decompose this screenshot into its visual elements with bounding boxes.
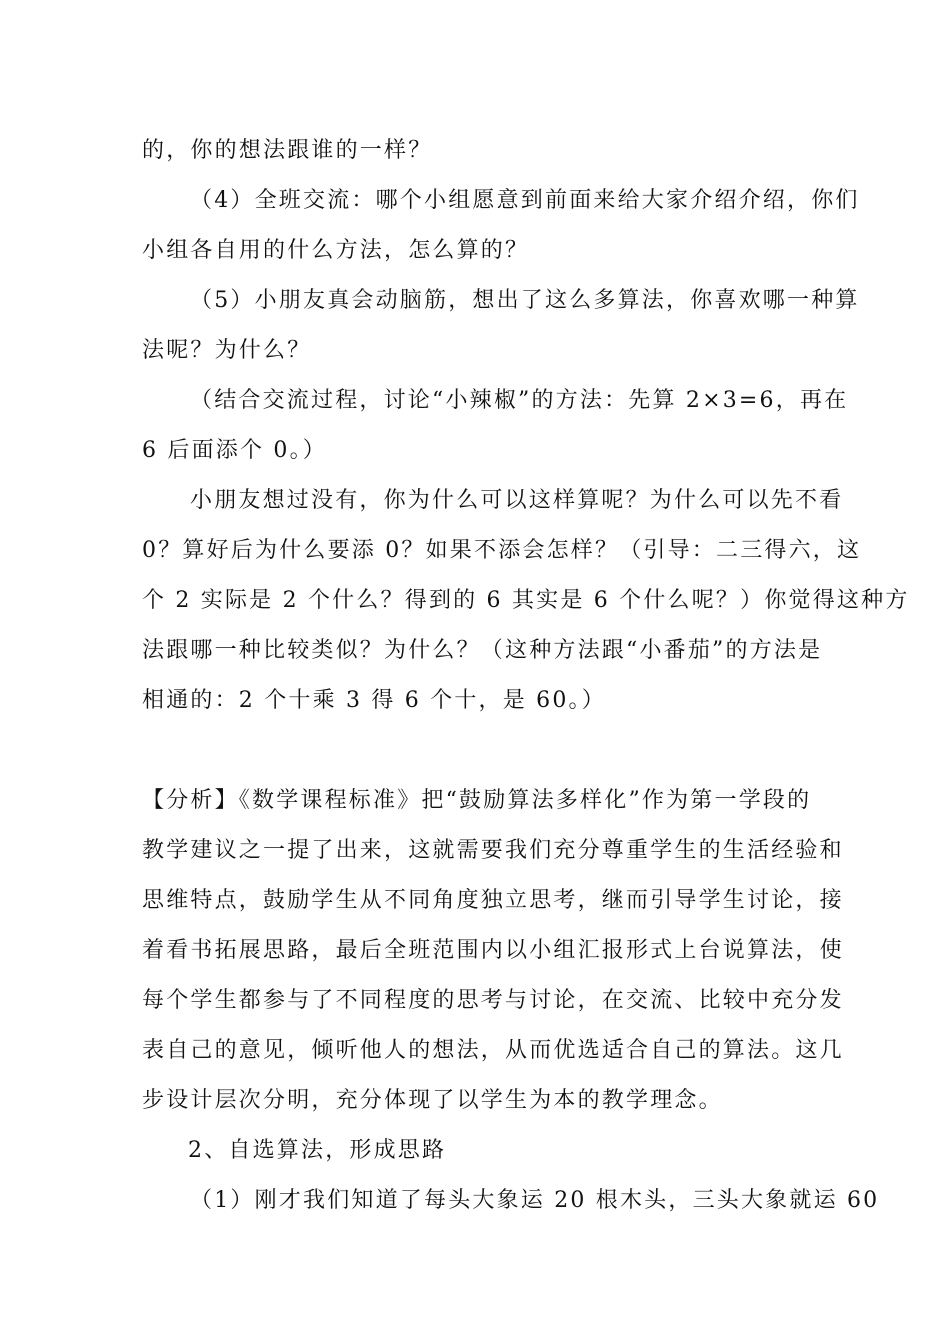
text-line: 表自己的意见，倾听他人的想法，从而优选适合自己的算法。这几 bbox=[142, 1038, 844, 1063]
analysis-heading-line: 【分析】《数学课程标准》把“鼓励算法多样化”作为第一学段的 bbox=[142, 788, 812, 813]
text-line: 着看书拓展思路，最后全班范围内以小组汇报形式上台说算法，使 bbox=[142, 938, 844, 963]
section-heading: 2、自选算法，形成思路 bbox=[188, 1138, 447, 1163]
text-line: 0？算好后为什么要添 0？如果不添会怎样？（引导：二三得六，这 bbox=[142, 538, 862, 563]
text-line: 相通的：2 个十乘 3 得 6 个十，是 60。） bbox=[142, 688, 606, 713]
text-line: 小朋友想过没有，你为什么可以这样算呢？为什么可以先不看 bbox=[190, 488, 844, 513]
text-line: 个 2 实际是 2 个什么？得到的 6 其实是 6 个什么呢？）你觉得这种方 bbox=[142, 588, 910, 613]
text-line: 的，你的想法跟谁的一样？ bbox=[142, 138, 433, 163]
text-line: 每个学生都参与了不同程度的思考与讨论，在交流、比较中充分发 bbox=[142, 988, 844, 1013]
text-line: 法跟哪一种比较类似？为什么？（这种方法跟“小番茄”的方法是 bbox=[142, 638, 823, 663]
text-line: （结合交流过程，讨论“小辣椒”的方法：先算 2×3=6，再在 bbox=[190, 388, 849, 413]
text-line: 思维特点，鼓励学生从不同角度独立思考，继而引导学生讨论，接 bbox=[142, 888, 844, 913]
text-line: 教学建议之一提了出来，这就需要我们充分尊重学生的生活经验和 bbox=[142, 838, 844, 863]
text-line: 6 后面添个 0。） bbox=[142, 438, 327, 463]
text-line: （1）刚才我们知道了每头大象运 20 根木头，三头大象就运 60 bbox=[190, 1188, 880, 1213]
text-line: 法呢？为什么？ bbox=[142, 338, 312, 363]
text-line: （5）小朋友真会动脑筋，想出了这么多算法，你喜欢哪一种算 bbox=[190, 288, 860, 313]
text-line: （4）全班交流：哪个小组愿意到前面来给大家介绍介绍，你们 bbox=[190, 188, 860, 213]
text-line: 步设计层次分明，充分体现了以学生为本的教学理念。 bbox=[142, 1088, 723, 1113]
text-line: 小组各自用的什么方法，怎么算的？ bbox=[142, 238, 530, 263]
